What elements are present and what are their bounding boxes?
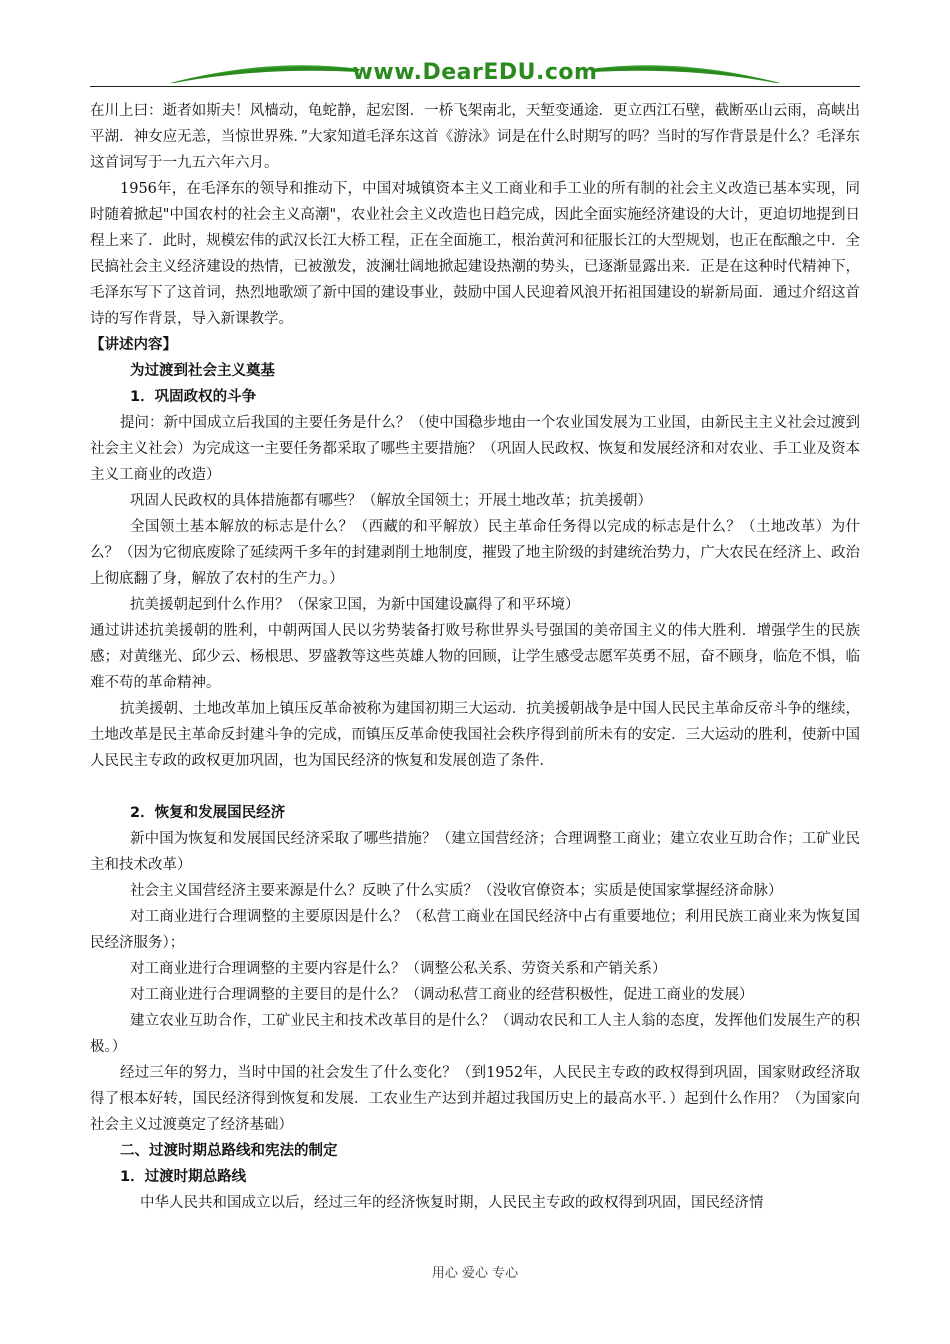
body-paragraph: 在川上曰：逝者如斯夫！风樯动，龟蛇静，起宏图．一桥飞架南北，天堑变通途．更立西江石壁，截断巫山云雨，高峡出平湖．神女应无恙，当惊世界殊．”大家知道毛泽东这首《游泳》词是在什么时期写的吗？当时的写作背景是什么？毛泽东这首词写于一九五六年六月。 [90, 103, 860, 171]
document-body [90, 98, 860, 1216]
section-heading: 二、过渡时期总路线和宪法的制定 [120, 1143, 338, 1159]
body-paragraph: 对工商业进行合理调整的主要原因是什么？（私营工商业在国民经济中占有重要地位；利用民族工商业来为恢复国民经济服务）； [90, 909, 860, 951]
section-heading: 1．过渡时期总路线 [120, 1169, 247, 1185]
section-heading: 为过渡到社会主义奠基 [130, 363, 275, 379]
site-logo-text[interactable]: www.DearEDU.com [352, 60, 598, 85]
body-paragraph: 全国领土基本解放的标志是什么？（西藏的和平解放）民主革命任务得以完成的标志是什么？（土地改革）为什么？（因为它彻底废除了延续两千多年的封建剥削土地制度，摧毁了地主阶级的封建统治势力，广大农民在经济上、政治上彻底翻了身，解放了农村的生产力。） [90, 519, 860, 587]
section-heading: 1．巩固政权的斗争 [130, 389, 257, 405]
paragraph-spacer [90, 774, 860, 800]
body-paragraph: 经过三年的努力，当时中国的社会发生了什么变化？（到1952年，人民民主专政的政权得到巩固，国家财政经济取得了根本好转，国民经济得到恢复和发展．工农业生产达到并超过我国历史上的最高水平．）起到什么作用？（为国家向社会主义过渡奠定了经济基础） [90, 1065, 860, 1133]
header-divider [90, 86, 860, 87]
body-paragraph: 通过讲述抗美援朝的胜利，中朝两国人民以劣势装备打败号称世界头号强国的美帝国主义的伟大胜利．增强学生的民族感；对黄继光、邱少云、杨根思、罗盛教等这些英雄人物的回顾，让学生感受志愿军英勇不屈，奋不顾身，临危不惧，临难不苟的革命精神。 [90, 623, 860, 691]
section-heading: 2．恢复和发展国民经济 [130, 805, 286, 821]
body-paragraph: 建立农业互助合作，工矿业民主和技术改革目的是什么？（调动农民和工人主人翁的态度，发挥他们发展生产的积极。） [90, 1013, 860, 1055]
section-heading: 【讲述内容】 [90, 337, 177, 353]
body-paragraph: 社会主义国营经济主要来源是什么？反映了什么实质？（没收官僚资本；实质是使国家掌握经济命脉） [130, 883, 783, 899]
body-paragraph: 中华人民共和国成立以后，经过三年的经济恢复时期，人民民主专政的政权得到巩固，国民经济情 [140, 1195, 764, 1211]
body-paragraph: 抗美援朝起到什么作用？（保家卫国，为新中国建设赢得了和平环境） [130, 597, 580, 613]
page-footer: 用心 爱心 专心 [431, 1266, 519, 1281]
body-paragraph: 抗美援朝、土地改革加上镇压反革命被称为建国初期三大运动．抗美援朝战争是中国人民民主革命反帝斗争的继续，土地改革是民主革命反封建斗争的完成，而镇压反革命使我国社会秩序得到前所未有的安定．三大运动的胜利，使新中国人民民主专政的政权更加巩固，也为国民经济的恢复和发展创造了条件． [90, 701, 860, 769]
body-paragraph: 对工商业进行合理调整的主要内容是什么？（调整公私关系、劳资关系和产销关系） [130, 961, 667, 977]
body-paragraph: 对工商业进行合理调整的主要目的是什么？（调动私营工商业的经营积极性，促进工商业的发展） [130, 987, 754, 1003]
body-paragraph: 新中国为恢复和发展国民经济采取了哪些措施？（建立国营经济；合理调整工商业；建立农业互助合作；工矿业民主和技术改革） [90, 831, 860, 873]
body-paragraph: 提问：新中国成立后我国的主要任务是什么？（使中国稳步地由一个农业国发展为工业国，由新民主主义社会过渡到社会主义社会）为完成这一主要任务都采取了哪些主要措施？（巩固人民政权、恢复和发展经济和对农业、手工业及资本主义工商业的改造） [90, 415, 860, 483]
body-paragraph: 1956年，在毛泽东的领导和推动下，中国对城镇资本主义工商业和手工业的所有制的社会主义改造已基本实现，同时随着掀起"中国农村的社会主义高潮"，农业社会主义改造也日趋完成，因此全面实施经济建设的大计，更迫切地提到日程上来了．此时，规模宏伟的武汉长江大桥工程，正在全面施工，根治黄河和征服长江的大型规划，也正在酝酿之中．全民搞社会主义经济建设的热情，已被激发，波澜壮阔地掀起建设热潮的势头，已逐渐显露出来．正是在这种时代精神下，毛泽东写下了这首词，热烈地歌颂了新中国的建设事业，鼓励中国人民迎着风浪开拓祖国建设的崭新局面．通过介绍这首诗的写作背景，导入新课教学。 [90, 181, 860, 327]
body-paragraph: 巩固人民政权的具体措施都有哪些？（解放全国领土；开展土地改革；抗美援朝） [130, 493, 652, 509]
site-header [90, 55, 860, 95]
